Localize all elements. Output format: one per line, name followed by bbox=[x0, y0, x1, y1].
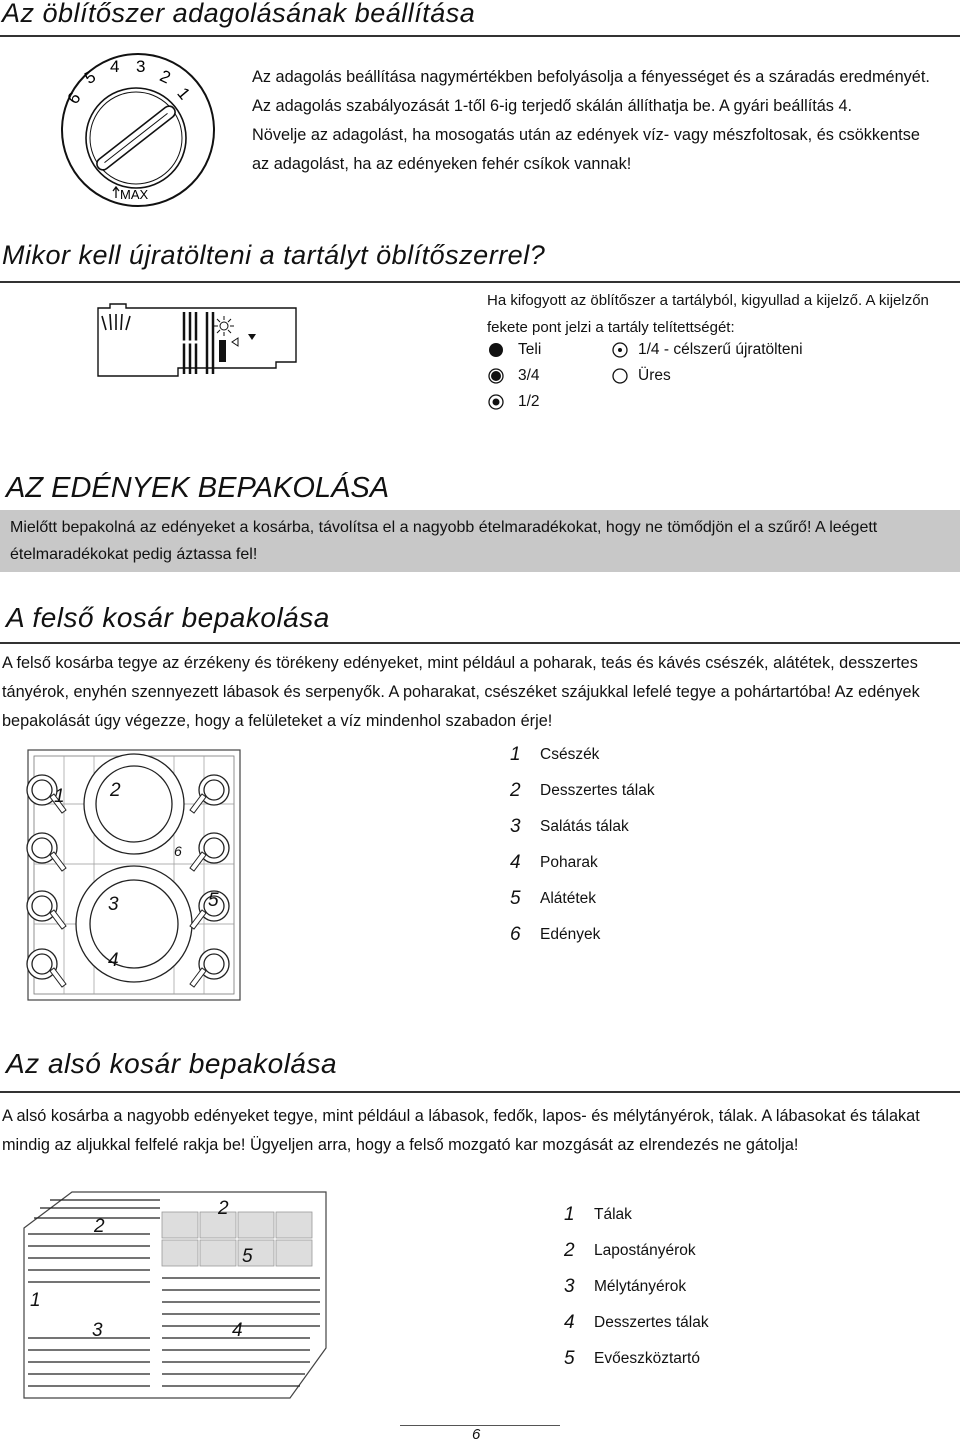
diagram-number: 2 bbox=[94, 1216, 105, 1237]
three-quarter-dot-icon bbox=[488, 368, 504, 384]
level-label: 1/2 bbox=[518, 393, 540, 410]
section-divider bbox=[0, 35, 960, 37]
section-title-upper-basket: A felső kosár bepakolása bbox=[6, 602, 330, 633]
legend-label: Csészék bbox=[540, 746, 600, 763]
paragraph-line: A alsó kosárba a nagyobb edényeket tegye, mint például a lábasok, fedők, lapos- és mélytányérok, tálak. A lábasokat és tálakat bbox=[2, 1107, 920, 1125]
legend-number: 3 bbox=[564, 1276, 575, 1297]
legend-label: Tálak bbox=[594, 1206, 632, 1223]
section-title-loading: AZ EDÉNYEK BEPAKOLÁSA bbox=[6, 472, 390, 504]
info-banner bbox=[0, 510, 960, 572]
lower-legend-item bbox=[564, 1312, 709, 1334]
level-three-quarter bbox=[488, 367, 540, 385]
banner-line: Mielőtt bepakolná az edényeket a kosárba, távolítsa el a nagyobb ételmaradékokat, hogy ne tömődjön el a szűrő! A leégett bbox=[10, 519, 878, 536]
lower-basket-paragraph bbox=[2, 1102, 920, 1160]
diagram-number: 5 bbox=[242, 1246, 253, 1267]
legend-label: Desszertes tálak bbox=[540, 782, 655, 799]
paragraph-line: Ha kifogyott az öblítőszer a tartályból, kigyullad a kijelző. A kijelzőn bbox=[487, 292, 929, 309]
legend-number: 3 bbox=[510, 816, 521, 837]
legend-number: 1 bbox=[510, 744, 521, 765]
legend-label: Poharak bbox=[540, 854, 598, 871]
page-number: 6 bbox=[472, 1426, 481, 1443]
dial-number: 4 bbox=[110, 57, 120, 76]
diagram-number: 3 bbox=[108, 894, 119, 915]
refill-intro bbox=[487, 287, 929, 341]
section-title-lower-basket: Az alsó kosár bepakolása bbox=[6, 1048, 338, 1079]
legend-label: Alátétek bbox=[540, 890, 597, 907]
dial-number: 6 bbox=[63, 88, 85, 108]
dial-number: 1 bbox=[173, 83, 194, 104]
diagram-number: 4 bbox=[108, 950, 119, 971]
legend-number: 2 bbox=[510, 780, 521, 801]
paragraph-line: az adagolást, ha az edényeken fehér csíkok vannak! bbox=[252, 155, 632, 173]
indicator-panel-illustration bbox=[96, 300, 301, 386]
paragraph-line: fekete pont jelzi a tartály telítettségét: bbox=[487, 319, 735, 336]
legend-number: 4 bbox=[564, 1312, 575, 1333]
legend-label: Mélytányérok bbox=[594, 1278, 687, 1295]
paragraph-line: Az adagolás beállítása nagymértékben befolyásolja a fényességet és a száradás eredményét. bbox=[252, 68, 930, 86]
diagram-number: 4 bbox=[232, 1320, 243, 1341]
legend-label: Edények bbox=[540, 926, 601, 943]
legend-number: 1 bbox=[564, 1204, 575, 1225]
paragraph-line: bepakolását úgy végezze, hogy a felületeket a víz mindenhol szabadon érje! bbox=[2, 712, 553, 730]
diagram-number: 3 bbox=[92, 1320, 103, 1341]
upper-legend-item bbox=[510, 744, 599, 766]
banner-line: ételmaradékokat pedig áztassa fel! bbox=[10, 546, 258, 563]
quarter-dot-icon bbox=[612, 342, 628, 358]
legend-label: Desszertes tálak bbox=[594, 1314, 709, 1331]
level-empty bbox=[612, 367, 671, 385]
upper-legend-item bbox=[510, 888, 596, 910]
full-dot-icon bbox=[488, 342, 504, 358]
lower-legend-item bbox=[564, 1240, 696, 1262]
diagram-number: 1 bbox=[54, 786, 65, 807]
diagram-number: 6 bbox=[174, 843, 182, 859]
dial-number: 5 bbox=[81, 66, 100, 88]
half-dot-icon bbox=[488, 394, 504, 410]
level-half bbox=[488, 393, 540, 411]
lower-basket-diagram bbox=[20, 1188, 330, 1403]
diagram-number: 1 bbox=[30, 1290, 41, 1311]
legend-label: Lapostányérok bbox=[594, 1242, 696, 1259]
level-full bbox=[488, 341, 541, 359]
section-title-rinse-aid-dosage: Az öblítőszer adagolásának beállítása bbox=[2, 0, 476, 28]
section-divider bbox=[0, 1091, 960, 1093]
dosage-paragraph bbox=[252, 63, 930, 179]
diagram-number: 5 bbox=[208, 890, 219, 911]
dial-number: 2 bbox=[156, 66, 174, 88]
diagram-number: 2 bbox=[110, 780, 121, 801]
level-label: Teli bbox=[518, 341, 542, 358]
legend-number: 5 bbox=[510, 888, 521, 909]
upper-legend-item bbox=[510, 780, 655, 802]
legend-number: 4 bbox=[510, 852, 521, 873]
paragraph-line: Növelje az adagolást, ha mosogatás után az edények víz- vagy mészfoltosak, és csökkentse bbox=[252, 126, 920, 144]
lower-legend-item bbox=[564, 1348, 700, 1370]
legend-label: Salátás tálak bbox=[540, 818, 629, 835]
section-title-refill: Mikor kell újratölteni a tartályt öblítőszerrel? bbox=[2, 240, 546, 270]
level-label: 1/4 - célszerű újratölteni bbox=[638, 341, 803, 358]
paragraph-line: A felső kosárba tegye az érzékeny és törékeny edényeket, mint például a poharak, teás és kávés csészék, alátétek, desszertes bbox=[2, 654, 918, 672]
empty-dot-icon bbox=[612, 368, 628, 384]
upper-legend-item bbox=[510, 816, 629, 838]
level-label: 3/4 bbox=[518, 367, 540, 384]
diagram-number: 2 bbox=[218, 1198, 229, 1219]
legend-number: 2 bbox=[564, 1240, 575, 1261]
paragraph-line: mindig az aljukkal felfelé rakja be! Ügyeljen arra, hogy a felső mozgató kar mozgását az elrendezés ne gátolja! bbox=[2, 1136, 799, 1154]
legend-number: 5 bbox=[564, 1348, 575, 1369]
upper-basket-diagram bbox=[24, 744, 244, 1004]
lower-legend-item bbox=[564, 1204, 632, 1226]
paragraph-line: Az adagolás szabályozását 1-től 6-ig terjedő skálán állíthatja be. A gyári beállítás 4. bbox=[252, 97, 853, 115]
dial-max-label: MAX bbox=[120, 187, 149, 202]
section-divider bbox=[0, 281, 960, 283]
legend-label: Evőeszköztartó bbox=[594, 1350, 700, 1367]
level-label: Üres bbox=[638, 367, 671, 384]
level-quarter bbox=[612, 341, 803, 359]
lower-legend-item bbox=[564, 1276, 686, 1298]
dial-number: 3 bbox=[136, 57, 146, 76]
paragraph-line: tányérok, enyhén szennyezett lábasok és serpenyők. A poharakat, csészéket szájukkal lefelé tegye a pohártartóba! Az edények bbox=[2, 683, 920, 701]
upper-legend-item bbox=[510, 852, 598, 874]
dosage-dial-illustration bbox=[58, 50, 218, 210]
legend-number: 6 bbox=[510, 924, 521, 945]
upper-legend-item bbox=[510, 924, 600, 946]
section-divider bbox=[0, 642, 960, 644]
upper-basket-paragraph bbox=[2, 649, 920, 736]
